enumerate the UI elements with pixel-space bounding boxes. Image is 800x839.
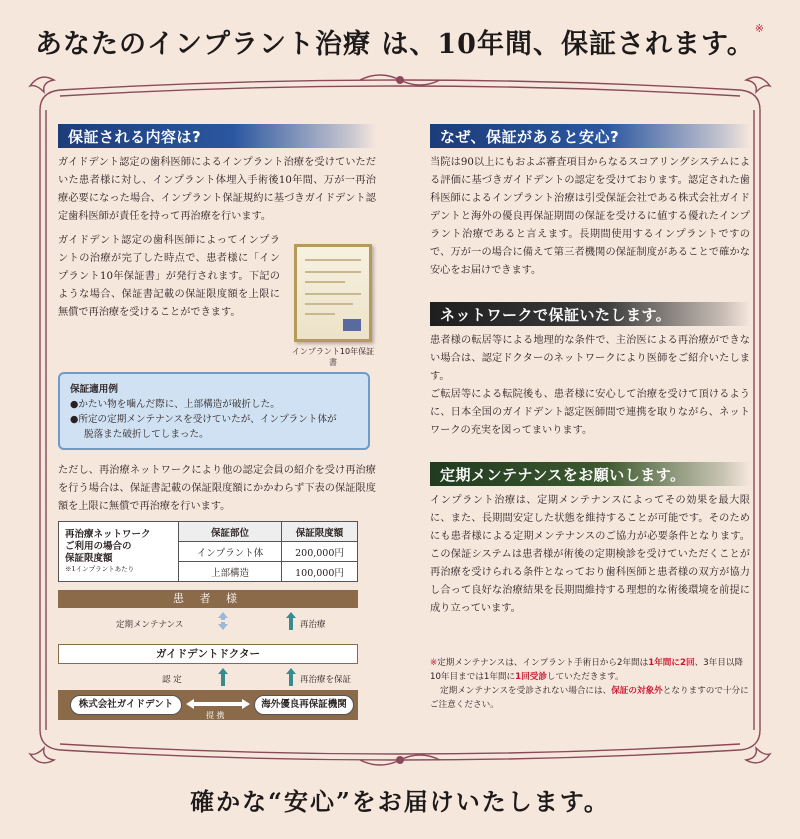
maintenance-note: ※定期メンテナンスは、インプラント手術日から2年間は1年間に2回、3年目以降10年目までは1年間に1回受診していただきます。 定期メンテナンスを受診されない場合には、保証の対象外となりますので十分にご注意ください。 (430, 658, 749, 710)
why-safe-text: 当院は90以上にもおよぶ審査項目からなるスコアリングシステムによる評価に基づきガイドデントの認定を受けております。認定された歯科医師によるインプラント治療は引受保証会社である株式会社ガイドデントと海外の優良再保証期間の保証を受けるに値する優れたインプラント治療であると言えます。長期間使用するインプラントですので、万が一の場合に備えて第三者機関の保証制度があることで確かな安心をお届けできます。 (430, 157, 750, 276)
network-limit-text: ただし、再治療ネットワークにより他の認定会員の紹介を受け再治療を行う場合は、保証書記載の保証限度額にかかわらず下表の保証限度額を上限に無償で再治療を行います。 (58, 465, 376, 512)
certificate-caption: インプラント10年保証書 (291, 347, 375, 367)
network-text-1: 患者様の転居等による地理的な条件で、主治医による再治療ができない場合は、認定ドクターのネットワークにより医師をご紹介いたします。 (430, 335, 750, 382)
retreat-label: 再治療 (300, 620, 326, 630)
guarantee-case-item: ●所定の定期メンテナンスを受けていたが、インプラント体が (70, 414, 337, 425)
guarantee-content-heading: 保証される内容は? (58, 124, 376, 148)
table-row: インプラント体 200,000円 (59, 542, 358, 562)
guarantee-case-item: ●かたい物を噛んだ際に、上部構造が破折した。 (70, 399, 280, 410)
partner-label: 提 携 (206, 711, 225, 720)
retreat-arrow-icon (286, 612, 296, 630)
guarantee-limit-table (58, 521, 358, 582)
certify-arrow-icon (218, 668, 228, 686)
guarantee-arrow-icon (286, 668, 296, 686)
maintenance-heading: 定期メンテナンスをお願いします。 (430, 462, 750, 486)
guarantee-content-text: ガイドデント認定の歯科医師によるインプラント治療を受けていただいた患者様に対し、インプラント体埋入手術後10年間、万が一再治療必要になった場合、インプラント保証規約に基づきガイドデント認定歯科医師が責任を持って再治療を行います。 (58, 157, 376, 222)
doctor-bar: ガイドデントドクター (58, 644, 358, 664)
right-column (430, 124, 750, 710)
table-header: 保証部位 (179, 522, 282, 542)
certify-label: 認 定 (162, 675, 182, 685)
patient-bar: 患 者 様 (58, 590, 358, 608)
guarantee-cases-title: 保証適用例 (70, 384, 118, 395)
why-safe-heading: なぜ、保証があると安心? (430, 124, 750, 148)
network-heading: ネットワークで保証いたします。 (430, 302, 750, 326)
certificate-image (294, 244, 372, 342)
network-text-2: ご転居等による転院後も、患者様に安心して治療を受けて頂けるように、日本全国のガイドデント認定医師間で連携を取りながら、ネットワークの充実を図ってまいります。 (430, 389, 750, 436)
table-header: 保証限度額 (282, 522, 358, 542)
footer-tagline: 確かな“安心”をお届けいたします。 (190, 787, 610, 816)
maintenance-arrow-icon (218, 612, 228, 630)
table-row: 上部構造 100,000円 (59, 562, 358, 582)
guarantee-cases-box (58, 372, 370, 450)
certificate-figure (288, 244, 378, 368)
partner-arrow-icon (186, 698, 250, 710)
guarantee-diagram (58, 590, 370, 720)
company-pill: 株式会社ガイドデント (70, 695, 182, 715)
maintenance-label: 定期メンテナンス (116, 620, 184, 630)
maintenance-text: インプラント治療は、定期メンテナンスによってその効果を最大限に、また、長期間安定した状態を維持することが可能です。そのためにも患者様による定期メンテナンスのご協力が必要条件となります。この保証システムは患者様が術後の定期検診を受けていただくことが再治療を受けられる条件となっており歯科医師と患者様の双方が協力し合って良好な治療結果を長期間維持する理想的な術後環境を前提に成り立っています。 (430, 495, 750, 614)
retreat-guarantee-label: 再治療を保証 (300, 675, 352, 685)
page-title: あなたのインプラント治療 は、10年間、保証されます。※ (34, 22, 766, 60)
table-left-label: 再治療ネットワーク ご利用の場合の 保証限度額 ※1インプラントあたり (59, 522, 179, 582)
insurer-pill: 海外優良再保証機関 (254, 695, 354, 715)
left-column (58, 124, 376, 720)
guarantee-case-item-cont: 脱落また破折してしまった。 (84, 429, 209, 440)
certificate-text: ガイドデント認定の歯科医師によってインプラントの治療が完了した時点で、患者様に「インプラント10年保証書」が発行されます。下記のような場合、保証書記載の保証限度額を上限に無償で再治療を受けることができます。 (58, 235, 280, 318)
